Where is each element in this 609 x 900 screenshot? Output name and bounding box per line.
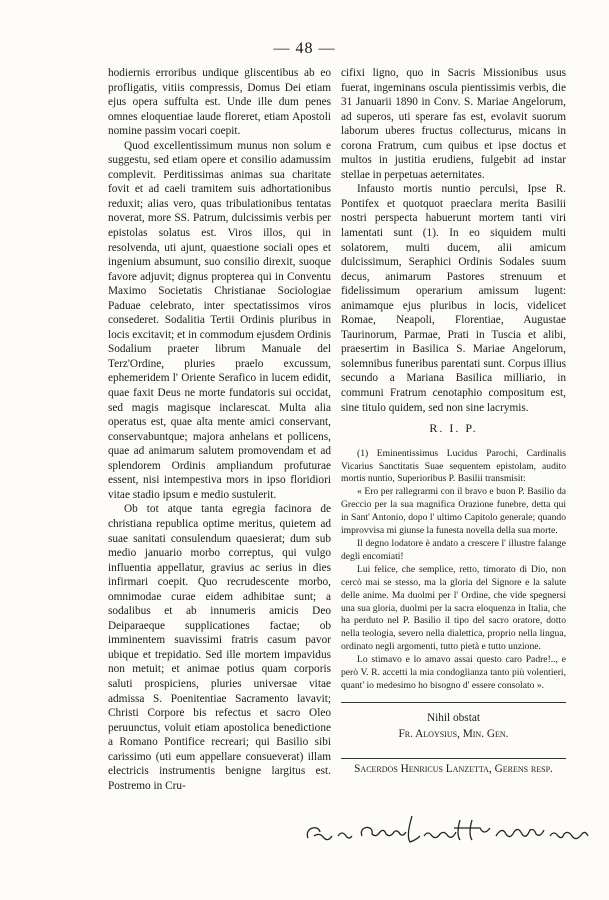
left-paragraph-2: Quod excellentissimum munus non solum e suggestu, sed etiam opere et consilio adamussim complevit. Perditissimas animas sua charitate fovit et ad caeli tramitem suis adhortationibus reduxit; alias vero, quas tribulationibus tentatas noverat, more SS. Patrum, dulcissimis verbis per epistolas solatus est. Viros illos, qui in resolvenda, uti ajunt, quaestione sociali opes et ingenium absumunt, suo consilio direxit, suoque favore adjuvit; dignus propterea qui in Conventu Maximo Societatis Christianae Sociologiae Paduae celebrato, inter spectatissimos viros consederet. Sodalitia Tertii Ordinis pluribus in locis excitavit; et in commodum ejusdem Ordinis Sodalium praeter librum Manuale del Terz'Ordine, pluries praelo excussum, ephemeridem l' Oriente Serafico in lucem edidit, quae faxit Deus ne morte fundatoris sui occidat, sed magis magisque inclarescat. Multa alia operatus est, quae alta mente amici conservant, conservabuntque; majora anhelans et pollicens, quae ad animarum salutem promovendam et ad splendorem Ordinis ampliandum profuturae essent, nisi intempestiva mors in ipso floridiori vitae stadio ipsum e medio sustulerit. (108, 139, 331, 501)
left-paragraph-3: Ob tot atque tanta egregia facinora de christiana republica optime meritus, quietem ad suae sanitati consulendum quaesierat; dum sub medio januario morbo correptus, qui vulgo influentia appellatur, gravius ac serius in dies infirmari coepit. Quo recrudescente morbo, omnimodae curae eidem adhibitae sunt; a sodalibus et ab innumeris amicis Deo Deiparaeque supplicationes factae; ob imminentem suavissimi fratris casum pavor ubique et trepidatio. Sed ille mortem impavidus non metuit; et animae potius quam corporis saluti prospiciens, pluries universae vitae admissa S. Poenitentiae Sacramento lavavit; Christi Corpore bis refectus et sacro Oleo peruunctus, voluit etiam apostolica benedictione a Romano Pontifice recreari; qui Basilio sibi carissimo (uti eum appellare consueverat) illam electricis instrumentis benigne largitus est. Postremo in Cru- (108, 503, 331, 792)
signatory-line: Sacerdos Henricus Lanzetta, Gerens resp. (354, 763, 553, 775)
nihil-obstat: Nihil obstat (426, 711, 481, 724)
page-number: — 48 — (273, 40, 336, 57)
divider (341, 702, 566, 703)
handwritten-signature (300, 806, 600, 854)
left-paragraph-1: hodiernis erroribus undique gliscentibus ab eo profligatis, vitiis compressis, Domus Dei etiam ejus opera suffulta est. Unde ille dum penes omnes eloquentiae laude floreret, etiam Apostoli nomine passim vocari coepit. (108, 67, 331, 138)
footnote-letter-3: Lui felice, che semplice, retto, timorato di Dio, non cercò mai se stesso, ma la gloria del Signore e la salute delle anime. Ma duolmi per l' Ordine, che vide spegnersi una sua gloria, duolmi per la sacra eloquenza in Italia, che ha perduto nel P. Basilio il tipo del sacro oratore, dotto nella teologia, severo nella dialettica, proprio nella lingua, ordinato negli argomenti, tutto pietà e tutto unzione. (341, 563, 566, 653)
approver-name: Fr. Aloysius, Min. Gen. (398, 727, 509, 740)
footnote-intro: (1) Eminentissimus Lucidus Parochi, Cardinalis Vicarius Sanctitatis Suae sequentem epistolam, audito mortis nuntio, Superioribus P. Basilii transmisit: (341, 447, 566, 485)
footnote-letter-1: « Ero per rallegrarmi con il bravo e buon P. Basilio da Greccio per la sua magnifica Orazione funebre, detta qui in Sant' Antonio, dopo l' ultimo Capitolo generale; quando improvvisa mi giunse la funesta novella della sua morte. (341, 486, 566, 537)
right-paragraph-1: cifixi ligno, quo in Sacris Missionibus usus fuerat, ingeminans oscula pientissimis verbis, die 31 Januarii 1890 in Conv. S. Mariae Angelorum, ad superos, uti sperare fas est, evolavit suorum laborum uberes fructus collecturus, micans in corona Fratrum, cum quibus et ipse doctus et multos in justitia erudiens, fulgebit ad instar stellae in perpetuas aeternitates. (341, 67, 566, 181)
right-paragraph-2: Infausto mortis nuntio perculsi, Ipse R. Pontifex et quotquot praeclara merita Basilii nostri perspecta habuerunt mortem tanti viri lamentati sunt (1). In eo siquidem multi solatorem, multi ducem, alii amicum dulcissimum, Seraphici Ordinis Sodales suum decus, animarum Pastores strenuum et fidelissimum operarium amissum lugent: animamque ejus pluribus in locis, videlicet Romae, Neapoli, Florentiae, Augustae Taurinorum, Parmae, Prati in Tuscia et alibi, praesertim in Basilica S. Mariae Angelorum, solemnibus funeribus parentati sunt. Corpus illius secundo a Mariana Basilica milliario, in communi Fratrum cenotaphio compositum est, sine titulo quidem, sed non sine lacrymis. (341, 183, 566, 414)
rip-heading: R. I. P. (429, 421, 478, 436)
right-column (341, 66, 566, 742)
footnote-letter-4: Lo stimavo e lo amavo assai questo caro Padre!.., e però V. R. accetti la mia condoglianza tanto più volentieri, quant' io medesimo ho bisogno d' essere consolato ». (341, 654, 566, 691)
signature-divider (341, 758, 566, 759)
left-column (108, 66, 331, 793)
footnote-letter-2: Il degno lodatore è andato a crescere l' illustre falange degli encomiati! (341, 538, 566, 562)
